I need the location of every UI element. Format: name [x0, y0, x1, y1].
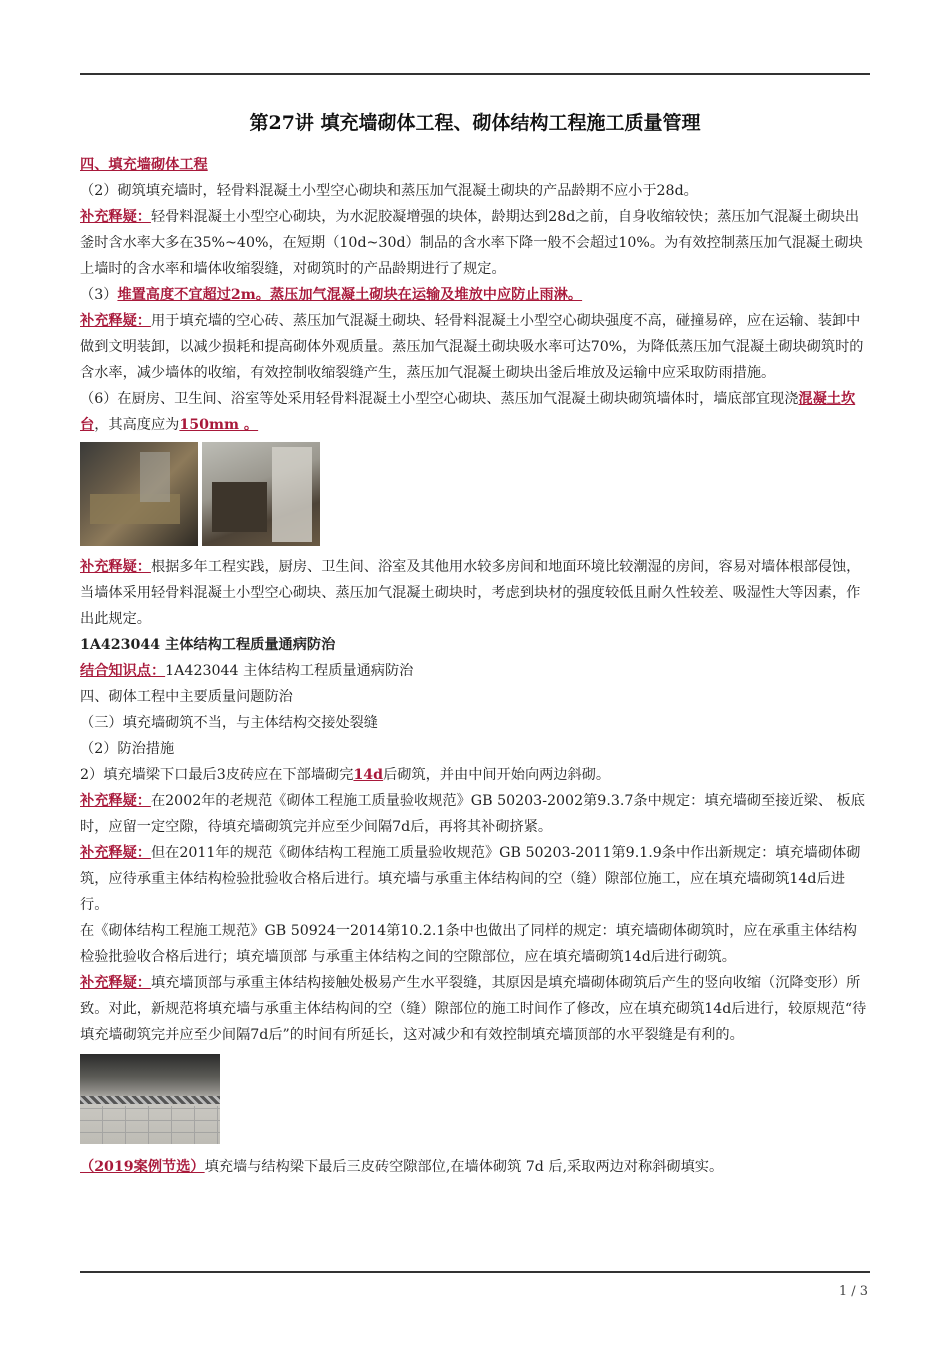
supplement-label: 补充释疑： [80, 793, 151, 809]
paragraph: （三）填充墙砌筑不当，与主体结构交接处裂缝 [80, 715, 378, 731]
page-title: 第27讲 填充墙砌体工程、砌体结构工程施工质量管理 [249, 112, 701, 134]
paragraph: （3）堆置高度不宜超过2m。蒸压加气混凝土砌块在运输及堆放中应防止雨淋。 [80, 287, 583, 303]
paragraph: 补充释疑：轻骨料混凝土小型空心砌块，为水泥胶凝增强的块体，龄期达到28d之前，自身收缩较快；蒸压加气混凝土砌块出釜时含水率大多在35%~40%，在短期（10d~30d）制品的含水率下降一般不会超过10%。为有效控制蒸压加气混凝土砌块上墙时的含水率和墙体收缩裂缝，对砌筑时的产品龄期进行了规定。 [80, 209, 863, 277]
highlight-text: 14d [353, 767, 384, 783]
paragraph: （2019案例节选）填充墙与结构梁下最后三皮砖空隙部位,在墙体砌筑 7d 后,采取两边对称斜砌填实。 [80, 1159, 724, 1175]
paragraph: 2）填充墙梁下口最后3皮砖应在下部墙砌完14d后砌筑，并由中间开始向两边斜砌。 [80, 767, 611, 783]
highlight-text: 混凝土坎台 [80, 391, 856, 433]
section-heading: 四、填充墙砌体工程 [80, 157, 208, 173]
subheading: 1A423044 主体结构工程质量通病防治 [80, 637, 336, 653]
paragraph: （2）砌筑填充墙时，轻骨料混凝土小型空心砌块和蒸压加气混凝土砌块的产品龄期不应小于28d。 [80, 183, 698, 199]
supplement-label: 补充释疑： [80, 559, 151, 575]
highlight-text: 堆置高度不宜超过2m。蒸压加气混凝土砌块在运输及堆放中应防止雨淋。 [117, 287, 583, 303]
construction-photo-bathroom [202, 442, 320, 546]
supplement-label: 补充释疑： [80, 975, 151, 991]
paragraph: 结合知识点：1A423044 主体结构工程质量通病防治 [80, 663, 414, 679]
construction-photo-kitchen [80, 442, 198, 546]
bottom-rule [80, 1271, 870, 1273]
supplement-label: 补充释疑： [80, 845, 151, 861]
page-number: 1 / 3 [838, 1284, 868, 1299]
highlight-text: 150mm 。 [179, 417, 259, 433]
photo-row [80, 442, 870, 546]
top-rule [80, 73, 870, 75]
paragraph: 补充释疑：填充墙顶部与承重主体结构接触处极易产生水平裂缝，其原因是填充墙砌体砌筑后产生的竖向收缩（沉降变形）所致。对此，新规范将填充墙与承重主体结构间的空（缝）隙部位的施工时间作了修改，应在填充砌筑14d后进行，较原规范“待填充墙砌筑完并应至少间隔7d后”的时间有所延长，这对减少和有效控制填充墙顶部的水平裂缝是有利的。 [80, 975, 867, 1043]
supplement-label: 补充释疑： [80, 209, 151, 225]
paragraph: 在《砌体结构工程施工规范》GB 50924一2014第10.2.1条中也做出了同样的规定：填充墙砌体砌筑时，应在承重主体结构检验批验收合格后进行；填充墙顶部 与承重主体结构之间的空隙部位，应在填充墙砌筑14d后进行砌筑。 [80, 923, 857, 965]
photo-row [80, 1054, 870, 1144]
paragraph: 四、砌体工程中主要质量问题防治 [80, 689, 293, 705]
combo-label: 结合知识点： [80, 663, 166, 679]
paragraph: 补充释疑：根据多年工程实践，厨房、卫生间、浴室及其他用水较多房间和地面环境比较潮湿的房间，容易对墙体根部侵蚀，当墙体采用轻骨料混凝土小型空心砌块、蒸压加气混凝土砌块时，考虑到块材的强度较低且耐久性较差、吸湿性大等因素，作出此规定。 [80, 559, 861, 627]
paragraph: 补充释疑：但在2011年的规范《砌体结构工程施工质量验收规范》GB 50203-2011第9.1.9条中作出新规定：填充墙砌体砌筑，应待承重主体结构检验批验收合格后进行。填充墙与承重主体结构间的空（缝）隙部位施工，应在填充墙砌筑14d后进行。 [80, 845, 861, 913]
paragraph: 补充释疑：在2002年的老规范《砌体工程施工质量验收规范》GB 50203-2002第9.3.7条中规定：填充墙砌至接近梁、 板底时，应留一定空隙，待填充墙砌筑完并应至少间隔7d后，再将其补砌挤紧。 [80, 793, 865, 835]
paragraph: （2）防治措施 [80, 741, 175, 757]
paragraph: （6）在厨房、卫生间、浴室等处采用轻骨料混凝土小型空心砌块、蒸压加气混凝土砌块砌筑墙体时，墙底部宜现浇混凝土坎台，其高度应为150mm 。 [80, 391, 856, 433]
document-body [80, 152, 870, 1180]
paragraph: 补充释疑：用于填充墙的空心砖、蒸压加气混凝土砌块、轻骨料混凝土小型空心砌块强度不高，碰撞易碎，应在运输、装卸中做到文明装卸，以减少损耗和提高砌体外观质量。蒸压加气混凝土砌块吸水率可达70%，为降低蒸压加气混凝土砌块砌筑时的含水率，减少墙体的收缩，有效控制收缩裂缝产生，蒸压加气混凝土砌块出釜后堆放及运输中应采取防雨措施。 [80, 313, 864, 381]
case-label: （2019案例节选） [80, 1159, 205, 1175]
infill-wall-photo [80, 1054, 220, 1144]
supplement-label: 补充释疑： [80, 313, 151, 329]
